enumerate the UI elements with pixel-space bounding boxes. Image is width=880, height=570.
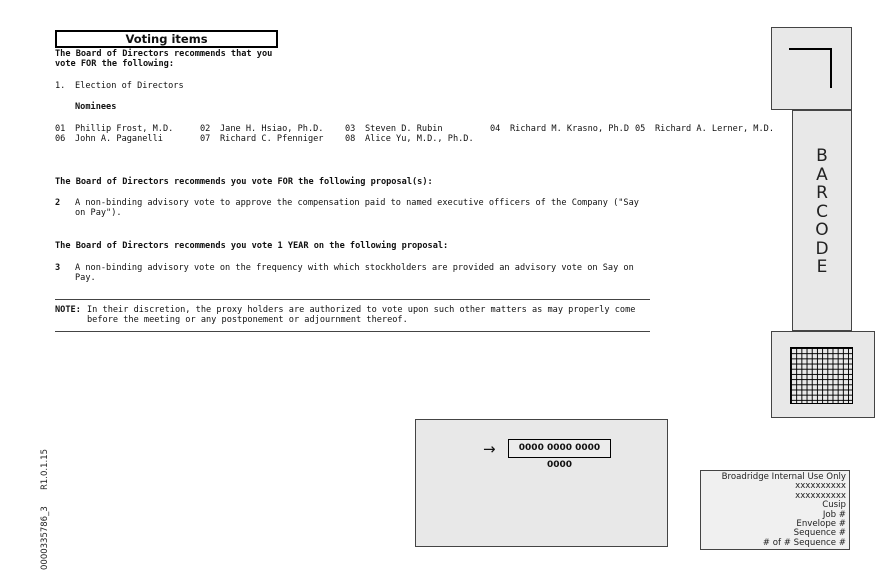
nominee-name: Alice Yu, M.D., Ph.D. [365, 134, 474, 144]
item1-text: Election of Directors [75, 81, 184, 91]
proposal-heading: The Board of Directors recommends you vote FOR the following proposal(s): [55, 177, 433, 187]
nominee-number: 04 [490, 124, 501, 134]
barcode-letter: C [816, 201, 828, 222]
internal-use-line: Envelope # [796, 519, 846, 530]
note-top-rule [55, 299, 650, 300]
nominee-number: 02 [200, 124, 211, 134]
item1-number: 1. [55, 81, 66, 91]
frequency-heading: The Board of Directors recommends you vote 1 YEAR on the following proposal: [55, 241, 449, 251]
nominee-number: 05 [635, 124, 646, 134]
item2-number: 2 [55, 198, 61, 208]
matrix-code-grid [790, 347, 853, 404]
board-recommendation-line1: The Board of Directors recommends that you [55, 49, 273, 59]
note-text-line2: before the meeting or any postponement or adjournment thereof. [87, 315, 408, 325]
side-identifier [40, 449, 50, 570]
corner-mark [830, 48, 832, 88]
internal-use-line: xxxxxxxxxx [795, 481, 846, 492]
nominee-number: 01 [55, 124, 66, 134]
note-text-line1: In their discretion, the proxy holders are authorized to vote upon such other matters as may properly come [87, 305, 636, 315]
item3-text-line2: Pay. [75, 273, 96, 283]
nominee-name: Richard M. Krasno, Ph.D [510, 124, 629, 134]
internal-use-line: # of # Sequence # [762, 537, 846, 548]
item2-text-line1: A non-binding advisory vote to approve the compensation paid to named executive officers of the Company ("Say [75, 198, 639, 208]
nominee-number: 06 [55, 134, 66, 144]
internal-use-box [700, 470, 850, 550]
nominee-name: Steven D. Rubin [365, 124, 443, 134]
board-recommendation-line2: vote FOR the following: [55, 59, 174, 69]
barcode-letter: A [816, 164, 828, 185]
note-label: NOTE: [55, 305, 81, 315]
nominee-name: John A. Paganelli [75, 134, 163, 144]
nominee-name: Richard A. Lerner, M.D. [655, 124, 774, 134]
voting-items-title: Voting items [55, 30, 278, 48]
corner-mark [789, 48, 832, 50]
nominee-number: 03 [345, 124, 356, 134]
internal-use-line: Broadridge Internal Use Only [721, 472, 846, 482]
barcode-corner-box [771, 27, 852, 110]
arrow-right-icon: → [483, 440, 496, 458]
barcode-letter: R [816, 183, 828, 203]
barcode-letter: B [816, 146, 828, 166]
nominee-name: Jane H. Hsiao, Ph.D. [220, 124, 324, 134]
internal-use-line: xxxxxxxxxx [795, 490, 846, 501]
internal-use-line: Sequence # [793, 528, 846, 539]
internal-use-line: Cusip [822, 500, 846, 511]
barcode-strip [792, 110, 852, 331]
barcode-letter: D [815, 238, 829, 259]
barcode-label [793, 147, 851, 277]
side-version: R1.0.1.15 [40, 448, 50, 491]
item2-text-line2: on Pay"). [75, 208, 122, 218]
item3-number: 3 [55, 263, 61, 273]
barcode-letter: E [816, 257, 828, 277]
side-code: 0000335786_3 [40, 506, 50, 570]
note-bottom-rule [55, 331, 650, 332]
nominee-name: Richard C. Pfenniger [220, 134, 324, 144]
nominees-label: Nominees [75, 102, 117, 112]
nominee-number: 08 [345, 134, 356, 144]
nominee-number: 07 [200, 134, 211, 144]
control-number: 0000 0000 0000 0000 [508, 439, 611, 458]
nominee-name: Phillip Frost, M.D. [75, 124, 174, 134]
barcode-letter: O [815, 220, 829, 240]
item3-text-line1: A non-binding advisory vote on the frequency with which stockholders are provided an advisory vote on Say on [75, 263, 634, 273]
internal-use-line: Job # [822, 509, 846, 520]
